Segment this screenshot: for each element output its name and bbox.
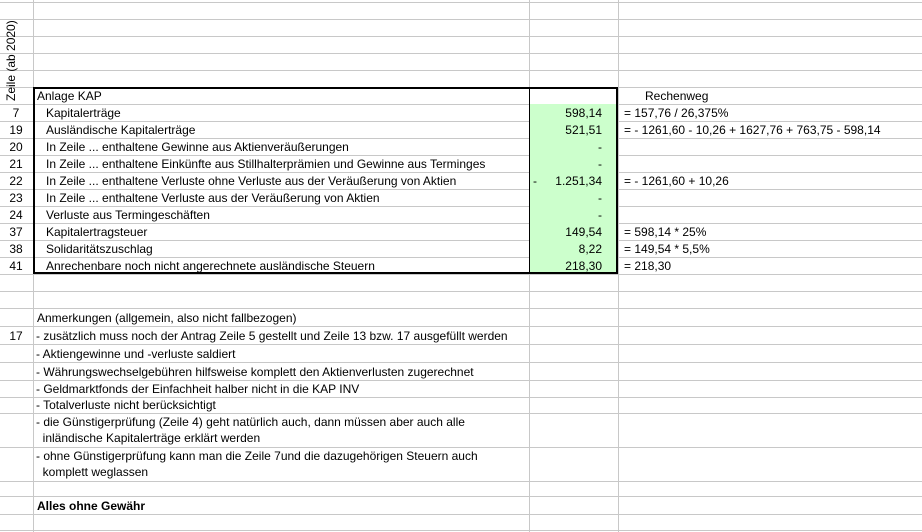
row-label: In Zeile ... enthaltene Verluste ohne Verluste aus der Veräußerung von Aktien (46, 174, 457, 188)
row-label: Ausländische Kapitalerträge (46, 123, 196, 137)
row-label: In Zeile ... enthaltene Verluste aus der Veräußerung von Aktien (46, 191, 380, 205)
remarks-zeile: 17 (9, 329, 23, 343)
row-zeile: 21 (9, 157, 23, 171)
row-sign: - (533, 174, 537, 188)
row-zeile: 38 (9, 242, 23, 256)
row-calc: = 218,30 (624, 259, 672, 273)
remark-item: inländische Kapitalerträge erklärt werden (36, 431, 261, 445)
row-value: 598,14 (565, 106, 602, 120)
remark-item: - ohne Günstigerprüfung kann man die Zeile 7und die dazugehörigen Steuern auch (36, 449, 478, 463)
row-value: 8,22 (578, 242, 602, 256)
row-zeile: 41 (9, 259, 23, 273)
row-zeile: 22 (9, 174, 23, 188)
row-zeile: 7 (12, 106, 20, 120)
row-label: In Zeile ... enthaltene Einkünfte aus Stillhalterprämien und Gewinne aus Terminges (46, 157, 486, 171)
remark-item: - Währungswechselgebühren hilfsweise komplett den Aktienverlusten zugerechnet (36, 365, 474, 379)
row-calc: = 598,14 * 25% (624, 225, 707, 239)
row-calc: = 149,54 * 5,5% (624, 242, 710, 256)
row-label: Kapitalertragsteuer (46, 225, 148, 239)
remark-item: - Aktiengewinne und -verluste saldiert (36, 347, 236, 361)
section-title: Anlage KAP (37, 89, 102, 103)
row-label: Kapitalerträge (46, 106, 121, 120)
row-value: 1.251,34 (555, 174, 602, 188)
row-label: Verluste aus Termingeschäften (46, 208, 210, 222)
row-value: - (598, 157, 602, 171)
row-label: Solidaritätszuschlag (46, 242, 153, 256)
row-label: Anrechenbare noch nicht angerechnete ausländische Steuern (46, 259, 375, 273)
remark-item: komplett weglassen (36, 465, 149, 479)
row-calc: = - 1261,60 + 10,26 (624, 174, 729, 188)
row-value: 218,30 (565, 259, 602, 273)
row-label: In Zeile ... enthaltene Gewinne aus Aktienveräußerungen (46, 140, 349, 154)
remarks-title: Anmerkungen (allgemein, also nicht fallbezogen) (37, 311, 297, 325)
row-zeile: 23 (9, 191, 23, 205)
row-zeile: 37 (9, 225, 23, 239)
row-value: - (598, 140, 602, 154)
row-zeile: 24 (9, 208, 23, 222)
row-zeile: 19 (9, 123, 23, 137)
row-value: 149,54 (565, 225, 602, 239)
disclaimer: Alles ohne Gewähr (37, 499, 146, 513)
row-value: - (598, 208, 602, 222)
zeile-header: Zeile (ab 2020) (4, 20, 18, 101)
row-zeile: 20 (9, 140, 23, 154)
remark-item: - zusätzlich muss noch der Antrag Zeile 5 gestellt und Zeile 13 bzw. 17 ausgefüllt werden (36, 329, 508, 343)
calc-title: Rechenweg (645, 89, 709, 103)
row-calc: = - 1261,60 - 10,26 + 1627,76 + 763,75 - 598,14 (624, 123, 881, 137)
remark-item: - die Günstigerprüfung (Zeile 4) geht natürlich auch, dann müssen aber auch alle (36, 415, 465, 429)
remark-item: - Totalverluste nicht berücksichtigt (36, 398, 216, 412)
row-value: 521,51 (565, 123, 602, 137)
remark-item: - Geldmarktfonds der Einfachheit halber nicht in die KAP INV (36, 382, 360, 396)
row-value: - (598, 191, 602, 205)
row-calc: = 157,76 / 26,375% (624, 106, 729, 120)
